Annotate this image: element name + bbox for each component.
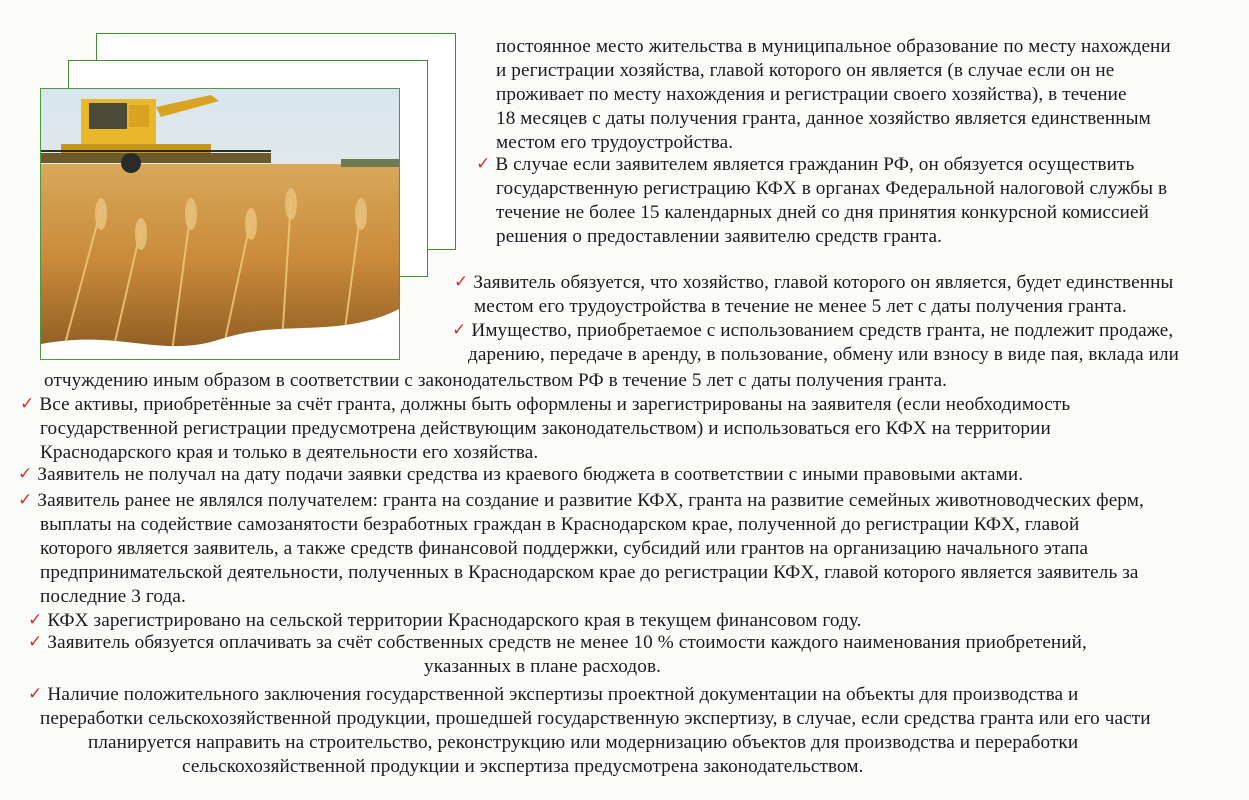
text-line-9: решения о предоставлении заявителю средств гранта. <box>496 226 942 247</box>
text-line-22: предпринимательской деятельности, полученных в Краснодарском крае до регистрации КФХ, главой которого является заявитель за <box>40 562 1139 583</box>
checkmark-icon: ✓ <box>454 272 469 292</box>
photo-stack <box>0 0 470 370</box>
text-line-5: местом его трудоустройства. <box>496 132 734 153</box>
text-line-14: отчуждению иным образом в соответствии с законодательством РФ в течение 5 лет с даты получения гранта. <box>44 370 948 391</box>
text-line-8: течение не более 15 календарных дней со дня принятия конкурсной комиссией <box>496 202 1149 223</box>
text-line-4: 18 месяцев с даты получения гранта, данное хозяйство является единственным <box>496 108 1151 129</box>
text-line-23: последние 3 года. <box>40 586 186 607</box>
text-line-24: ✓ КФХ зарегистрировано на сельской территории Краснодарского края в текущем финансовом году. <box>28 610 862 631</box>
text-line-29: планируется направить на строительство, реконструкцию или модернизацию объектов для производства и переработки <box>88 732 1079 753</box>
checkmark-icon: ✓ <box>28 632 43 652</box>
text-line-30: сельскохозяйственной продукции и экспертиза предусмотрена законодательством. <box>182 756 864 777</box>
text-line-28: переработки сельскохозяйственной продукции, прошедшей государственную экспертизу, в случае, если средства гранта или его части <box>40 708 1151 729</box>
text-line-7: государственную регистрацию КФХ в органах Федеральной налоговой службы в <box>496 178 1168 199</box>
text-line-27: ✓ Наличие положительного заключения государственной экспертизы проектной документации на объекты для производства и <box>28 684 1079 705</box>
photo-frame-front <box>40 88 400 360</box>
text-line-26: указанных в плане расходов. <box>424 656 662 677</box>
checkmark-icon: ✓ <box>28 610 43 630</box>
text-line-20: выплаты на содействие самозанятости безработных граждан в Краснодарском крае, полученной до регистрации КФХ, главой <box>40 514 1080 535</box>
checkmark-icon: ✓ <box>452 320 467 340</box>
checkmark-icon: ✓ <box>20 394 35 414</box>
text-line-6: ✓ В случае если заявителем является гражданин РФ, он обязуется осуществить <box>476 154 1135 175</box>
text-line-12: ✓ Имущество, приобретаемое с использованием средств гранта, не подлежит продаже, <box>452 320 1174 341</box>
checkmark-icon: ✓ <box>28 684 43 704</box>
checkmark-icon: ✓ <box>18 490 33 510</box>
text-line-10: ✓ Заявитель обязуется, что хозяйство, главой которого он является, будет единственны <box>454 272 1174 293</box>
text-line-13: дарению, передаче в аренду, в пользование, обмену или взносу в виде пая, вклада или <box>468 344 1180 365</box>
checkmark-icon: ✓ <box>476 154 491 174</box>
text-line-16: государственной регистрации предусмотрена действующим законодательством) и использоваться его КФХ на территории <box>40 418 1051 439</box>
checkmark-icon: ✓ <box>18 464 33 484</box>
text-line-3: проживает по месту нахождения и регистрации своего хозяйства), в течение <box>496 84 1127 105</box>
text-line-17: Краснодарского края и только в деятельности его хозяйства. <box>40 442 539 463</box>
text-line-19: ✓ Заявитель ранее не являлся получателем: гранта на создание и развитие КФХ, гранта на развитие семейных животноводческих ферм, <box>18 490 1144 511</box>
text-line-25: ✓ Заявитель обязуется оплачивать за счёт собственных средств не менее 10 % стоимости каждого наименования приобретений, <box>28 632 1087 653</box>
text-line-18: ✓ Заявитель не получал на дату подачи заявки средства из краевого бюджета в соответствии с иными правовыми актами. <box>18 464 1024 485</box>
text-line-21: которого является заявитель, а также средств финансовой поддержки, субсидий или грантов на организацию начального этапа <box>40 538 1089 559</box>
harvester-field-photo <box>41 89 399 359</box>
text-line-2: и регистрации хозяйства, главой которого он является (в случае если он не <box>496 60 1115 81</box>
text-line-11: местом его трудоустройства в течение не менее 5 лет с даты получения гранта. <box>474 296 1127 317</box>
text-line-1: постоянное место жительства в муниципальное образование по месту нахождени <box>496 36 1171 57</box>
text-line-15: ✓ Все активы, приобретённые за счёт гранта, должны быть оформлены и зарегистрированы на заявителя (если необходимость <box>20 394 1071 415</box>
